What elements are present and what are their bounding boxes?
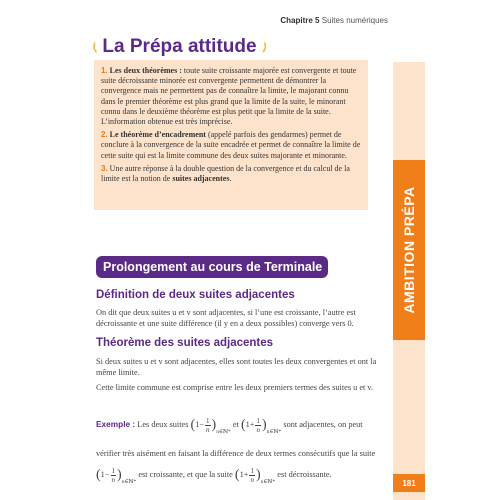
example-text-b: et (232, 420, 239, 429)
formula-v: ($1+\frac{1}{n}$ )$_{n\in ℕ*}$ (240, 416, 282, 435)
prepa-item-number: 2. (101, 130, 108, 140)
prepa-item-text: toute suite croissante majorée est convergente et toute suite décroissante minorée est convergente permettent de démontrer la convergence mais ne permettent pas de connaître la limite, le majorant connu dans le premier théorème est plus grand que la limite de la suite, le minorant connu dans le deuxième théorème est plus petit que la limite de la suite. L’information obtenue est très imprécise. (101, 66, 357, 127)
example-block (96, 414, 386, 493)
side-title: AMBITION PRÉPA (401, 186, 417, 314)
theorem-heading: Théorème des suites adjacentes (96, 337, 274, 349)
theorem-text-1: Si deux suites u et v sont adjacentes, elles sont toutes les deux convergentes et ont la même limite. (96, 357, 377, 377)
prepa-item-lead: Les deux théorèmes : (109, 66, 182, 75)
prepa-title: La Prépa attitude (102, 36, 257, 57)
formula-u-2: ($1-\frac{1}{n}$ )$_{n\in ℕ*}$ (96, 466, 137, 485)
prepa-item-number: 3. (101, 163, 108, 173)
laurel-right-icon (261, 32, 267, 62)
prepa-item (101, 130, 361, 161)
formula-u: ($1-\frac{1}{n}$ )$_{n\in ℕ*}$ (190, 416, 231, 435)
example-text-d: est croissante, et que la suite (138, 470, 233, 479)
prepa-header (92, 30, 267, 64)
prepa-item (101, 164, 361, 184)
chapter-label: Chapitre 5 (280, 16, 320, 25)
section-banner: Prolongement au cours de Terminale (96, 256, 328, 278)
prepa-item (101, 66, 361, 127)
example-text-c: sont adjacentes, on peut vérifier très aisément en faisant la différence de deux termes consécutifs que la suite (96, 420, 376, 458)
prepa-item-tail: . (229, 174, 232, 184)
prepa-item-number: 1. (101, 66, 108, 75)
prepa-box (94, 60, 368, 210)
definition-text: On dit que deux suites u et v sont adjacentes, si l’une est croissante, l’autre est décroissante et une suite différence (il y en a deux possibles) converge vers 0. (96, 308, 356, 328)
prepa-item-text: (appelé parfois des gendarmes) permet de conclure à la convergence de la suite encadrée et permet de connaître la limite de cette suite qui est la limite commune des deux suites majorante et minorante. (101, 130, 361, 160)
prepa-item-lead: Le théorème d’encadrement (109, 130, 206, 140)
laurel-left-icon (92, 32, 98, 62)
prepa-item-text: Une autre réponse à la double question de la convergence et du calcul de la limite est la notion de (101, 163, 350, 184)
prepa-item-emphasis: suites adjacentes (172, 174, 230, 184)
theorem-body (96, 356, 386, 397)
definition-heading: Définition de deux suites adjacentes (96, 289, 295, 301)
page-number: 181 (393, 474, 425, 492)
example-text-e: est décroissante. (277, 470, 332, 479)
chapter-title: Suites numériques (321, 16, 388, 25)
chapter-header (280, 16, 388, 25)
example-label: Exemple : (96, 419, 136, 429)
example-text-a: Les deux suites (137, 420, 189, 429)
theorem-text-2: Cette limite commune est comprise entre les deux premiers termes des suites u et v. (96, 383, 374, 392)
formula-v-2: ($1+\frac{1}{n}$ )$_{n\in ℕ*}$ (234, 466, 276, 485)
